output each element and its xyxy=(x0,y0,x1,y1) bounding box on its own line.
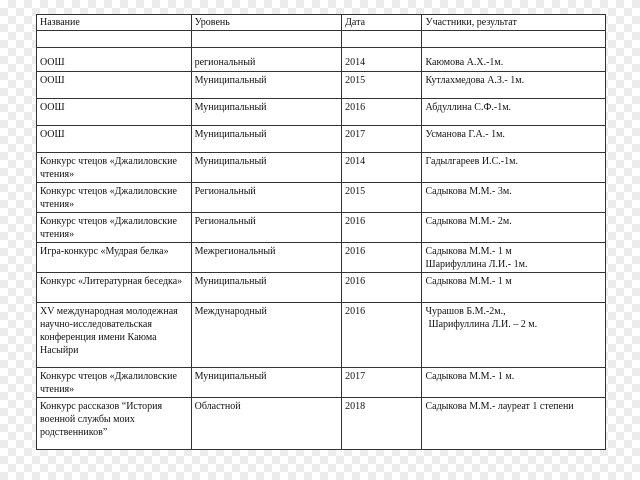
header-level: Уровень xyxy=(191,15,341,31)
cell-name: XV международная молодежная научно-исследовательская конференция имени Каюма Насыйри xyxy=(37,303,192,368)
cell-result-text: Абдуллина С.Ф.-1м. xyxy=(425,102,512,113)
cell-date xyxy=(342,31,422,48)
table-row xyxy=(37,213,606,243)
cell-result xyxy=(422,99,606,126)
cell-result: Гадылгареев И.С.-1м. xyxy=(422,153,606,183)
table-row xyxy=(37,72,606,99)
cell-result-line1: Чурашов Б.М.-2м., xyxy=(425,306,506,317)
cell-name: Конкурс чтецов «Джалиловские чтения» xyxy=(37,153,192,183)
cell-date: 2016 xyxy=(342,243,422,273)
cell-result-text: Каюмова А.Х.-1м. xyxy=(425,57,504,68)
cell-level: Международный xyxy=(191,303,341,368)
cell-date xyxy=(342,48,422,72)
table-row xyxy=(37,398,606,450)
table-header-row xyxy=(37,15,606,31)
cell-level-text: Муниципальный xyxy=(194,75,267,86)
cell-level: Муниципальный xyxy=(191,153,341,183)
cell-date: 2018 xyxy=(342,398,422,450)
cell-date-text: 2016 xyxy=(345,102,366,113)
cell-level: Региональный xyxy=(191,213,341,243)
cell-date xyxy=(342,72,422,99)
cell-date-text: 2017 xyxy=(345,129,366,140)
table-row xyxy=(37,243,606,273)
cell-result: Садыкова М.М.- 2м. xyxy=(422,213,606,243)
achievements-table xyxy=(36,14,606,450)
cell-result xyxy=(422,303,606,368)
header-date: Дата xyxy=(342,15,422,31)
table-row xyxy=(37,368,606,398)
cell-name: Конкурс чтецов «Джалиловские чтения» xyxy=(37,368,192,398)
cell-result-line2: Шарифуллина Л.И. – 2 м. xyxy=(428,319,538,330)
cell-level: Муниципальный xyxy=(191,273,341,303)
header-name: Название xyxy=(37,15,192,31)
cell-date xyxy=(342,126,422,153)
cell-name: Конкурс чтецов «Джалиловские чтения» xyxy=(37,183,192,213)
cell-name: Игра-конкурс «Мудрая белка» xyxy=(37,243,192,273)
table-row xyxy=(37,153,606,183)
cell-name xyxy=(37,99,192,126)
table-row xyxy=(37,99,606,126)
cell-result xyxy=(422,72,606,99)
cell-date: 2015 xyxy=(342,183,422,213)
cell-level: Межрегиональный xyxy=(191,243,341,273)
table-row xyxy=(37,31,606,48)
cell-result-text: Кутлахмедова А.З.- 1м. xyxy=(425,75,525,86)
cell-name-text: ООШ xyxy=(40,75,65,86)
cell-name xyxy=(37,72,192,99)
cell-date xyxy=(342,99,422,126)
cell-level xyxy=(191,99,341,126)
cell-level xyxy=(191,48,341,72)
cell-name: Конкурс чтецов «Джалиловские чтения» xyxy=(37,213,192,243)
cell-date: 2017 xyxy=(342,368,422,398)
table-row xyxy=(37,183,606,213)
cell-name-text: ООШ xyxy=(40,102,65,113)
cell-result-text: Усманова Г.А.- 1м. xyxy=(425,129,505,140)
cell-level-text: региональный xyxy=(194,57,256,68)
cell-name-text: ООШ xyxy=(40,129,65,140)
table-row xyxy=(37,48,606,72)
cell-name xyxy=(37,48,192,72)
cell-result-line2: Шарифуллина Л.И.- 1м. xyxy=(425,259,528,270)
table-row xyxy=(37,303,606,368)
table-row xyxy=(37,126,606,153)
cell-result: Садыкова М.М.- 1 м. xyxy=(422,368,606,398)
cell-date-text: 2014 xyxy=(345,57,366,68)
cell-result-line1: Садыкова М.М.- 1 м xyxy=(425,246,512,257)
cell-date-text: 2015 xyxy=(345,75,366,86)
cell-name: Конкурс «Литературная беседка» xyxy=(37,273,192,303)
cell-level: Муниципальный xyxy=(191,368,341,398)
cell-level-text: Муниципальный xyxy=(194,129,267,140)
cell-level: Региональный xyxy=(191,183,341,213)
header-result: Участники, результат xyxy=(422,15,606,31)
cell-date: 2016 xyxy=(342,273,422,303)
cell-name xyxy=(37,31,192,48)
cell-name: Конкурс рассказов “История военной службы моих родственников” xyxy=(37,398,192,450)
cell-result xyxy=(422,243,606,273)
cell-result xyxy=(422,48,606,72)
cell-name-text: ООШ xyxy=(40,57,65,68)
cell-result xyxy=(422,126,606,153)
cell-name xyxy=(37,126,192,153)
cell-date: 2016 xyxy=(342,303,422,368)
cell-level: Областной xyxy=(191,398,341,450)
table-row xyxy=(37,273,606,303)
cell-level-text: Муниципальный xyxy=(194,102,267,113)
cell-date: 2014 xyxy=(342,153,422,183)
cell-level xyxy=(191,31,341,48)
cell-result: Садыкова М.М.- 3м. xyxy=(422,183,606,213)
cell-level xyxy=(191,72,341,99)
cell-result: Садыкова М.М.- лауреат 1 степени xyxy=(422,398,606,450)
cell-level xyxy=(191,126,341,153)
cell-result xyxy=(422,31,606,48)
cell-result: Садыкова М.М.- 1 м xyxy=(422,273,606,303)
cell-date: 2016 xyxy=(342,213,422,243)
